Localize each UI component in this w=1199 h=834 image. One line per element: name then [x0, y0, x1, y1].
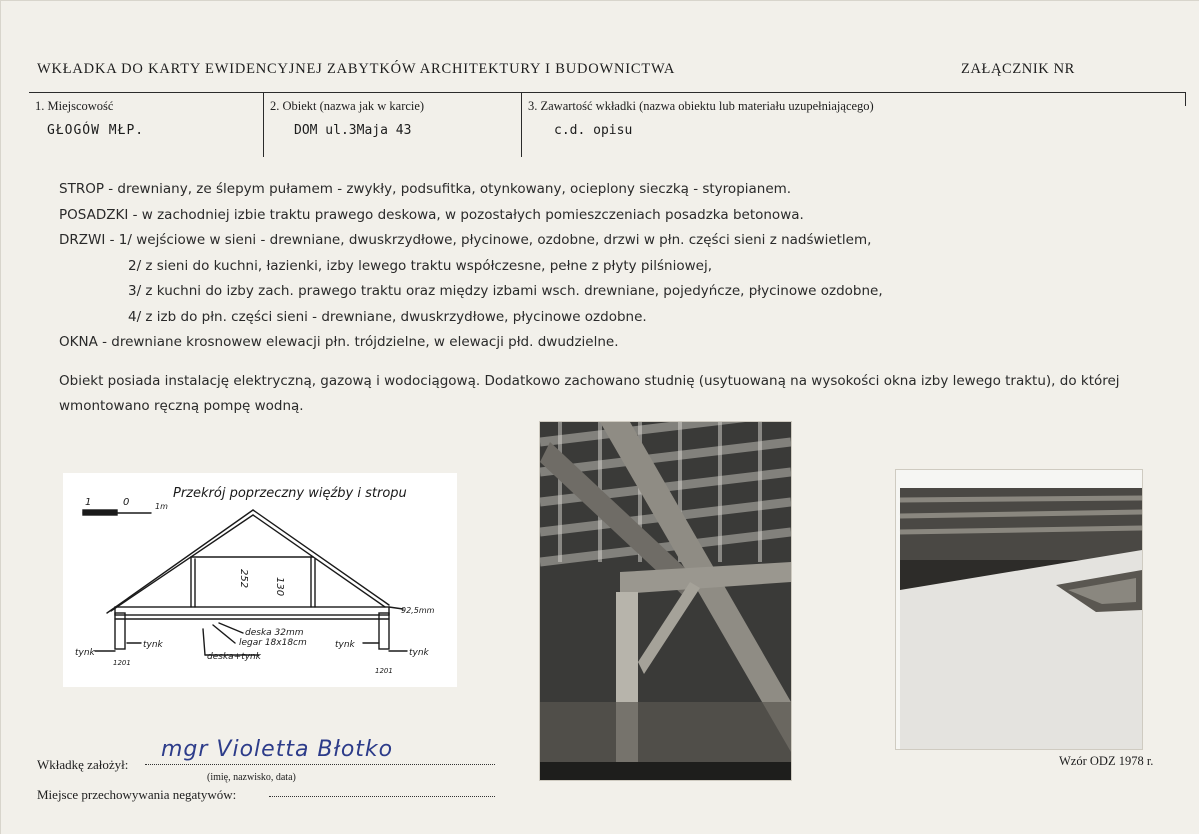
field-contents	[521, 93, 1186, 157]
document-title: WKŁADKA DO KARTY EWIDENCYJNEJ ZABYTKÓW ARCHITEKTURY I BUDOWNICTWA	[37, 61, 676, 77]
description-text	[59, 181, 1169, 419]
sketch-tynk-2: tynk	[75, 648, 95, 658]
sketch-dim-b: 130	[274, 577, 285, 597]
founder-sublabel: (imię, nazwisko, data)	[207, 772, 296, 783]
form-version: Wzór ODZ 1978 r.	[1059, 754, 1154, 768]
field-locality-value: GŁOGÓW MŁP.	[47, 123, 145, 138]
founder-signature: mgr Violetta Błotko	[161, 737, 394, 762]
sketch-note-right: 92,5mm	[401, 606, 435, 615]
sketch-tynk-3: tynk	[335, 640, 355, 650]
field-locality-label: 1. Miejscowość	[35, 99, 114, 113]
attic-floor-image	[896, 470, 1142, 749]
desc-line-drzwi-1: DRZWI - 1/ wejściowe w sieni - drewniane, dwuskrzydłowe, płycinowe, ozdobne, drzwi w płn. części sieni z nadświetlem,	[59, 232, 872, 248]
field-object-value: DOM ul.3Maja 43	[294, 123, 412, 138]
sketch-tynk-1: tynk	[143, 640, 163, 650]
desc-line-okna: OKNA - drewniane krosnowew elewacji płn. trójdzielne, w elewacji płd. dwudzielne.	[59, 334, 619, 350]
field-contents-label: 3. Zawartość wkładki (nazwa obiektu lub materiału uzupełniającego)	[528, 99, 874, 113]
attic-floor-photo	[896, 470, 1142, 749]
header-fields	[29, 92, 1185, 157]
sketch-drawing	[63, 473, 457, 687]
desc-line-drzwi-3: 3/ z kuchni do izby zach. prawego traktu oraz między izbami wsch. drewniane, pojedyńcze, płycinowe ozdobne,	[128, 283, 883, 299]
sketch-scale-mid: 0	[123, 497, 130, 508]
attic-truss-photo	[540, 422, 791, 780]
annex-number-label: ZAŁĄCZNIK NR	[961, 61, 1075, 77]
field-object	[263, 93, 522, 157]
negatives-location-label: Miejsce przechowywania negatywów:	[37, 787, 237, 802]
desc-line-drzwi-4: 4/ z izb do płn. części sieni - drewniane, dwuskrzydłowe, płycinowe ozdobne.	[128, 308, 647, 325]
desc-paragraph-installations: Obiekt posiada instalację elektryczną, gazową i wodociągową. Dodatkowo zachowano studnię (usytuowaną na wysokości okna izby lewego traktu), do której wmontowano ręczną pompę wodną.	[59, 372, 1120, 414]
sketch-note-deska: deska 32mm	[245, 628, 304, 638]
founder-label: Wkładkę założył:	[37, 757, 129, 772]
sketch-num-right: 1201	[375, 667, 393, 675]
field-contents-value: c.d. opisu	[554, 123, 633, 138]
negatives-location-line	[269, 796, 495, 797]
sketch-note-deska-tynk: deska+tynk	[207, 652, 261, 662]
sketch-scale-unit: 1m	[155, 502, 168, 511]
sketch-dim-a: 252	[238, 569, 249, 589]
sketch-num-left: 1201	[113, 659, 131, 667]
field-locality	[29, 93, 263, 157]
desc-line-drzwi-2: 2/ z sieni do kuchni, łazienki, izby lewego traktu współczesne, pełne z płyty pilśniowej,	[128, 257, 712, 274]
founder-line	[145, 764, 495, 765]
desc-line-strop: STROP - drewniany, ze ślepym pułamem - zwykły, podsufitka, otynkowany, ocieplony sieczką - styropianem.	[59, 181, 792, 197]
field-border-right	[1185, 92, 1186, 106]
sketch-note-legar: legar 18x18cm	[239, 638, 307, 648]
attic-truss-image	[540, 422, 791, 780]
desc-line-posadzki: POSADZKI - w zachodniej izbie traktu prawego deskowa, w pozostałych pomieszczeniach posadzka betonowa.	[59, 206, 804, 223]
sketch-caption: Przekrój poprzeczny więźby i stropu	[173, 486, 407, 501]
sketch-tynk-4: tynk	[409, 648, 429, 658]
field-object-label: 2. Obiekt (nazwa jak w karcie)	[270, 99, 425, 113]
roof-cross-section-sketch	[63, 473, 457, 687]
sketch-scale-left: 1	[85, 497, 92, 508]
